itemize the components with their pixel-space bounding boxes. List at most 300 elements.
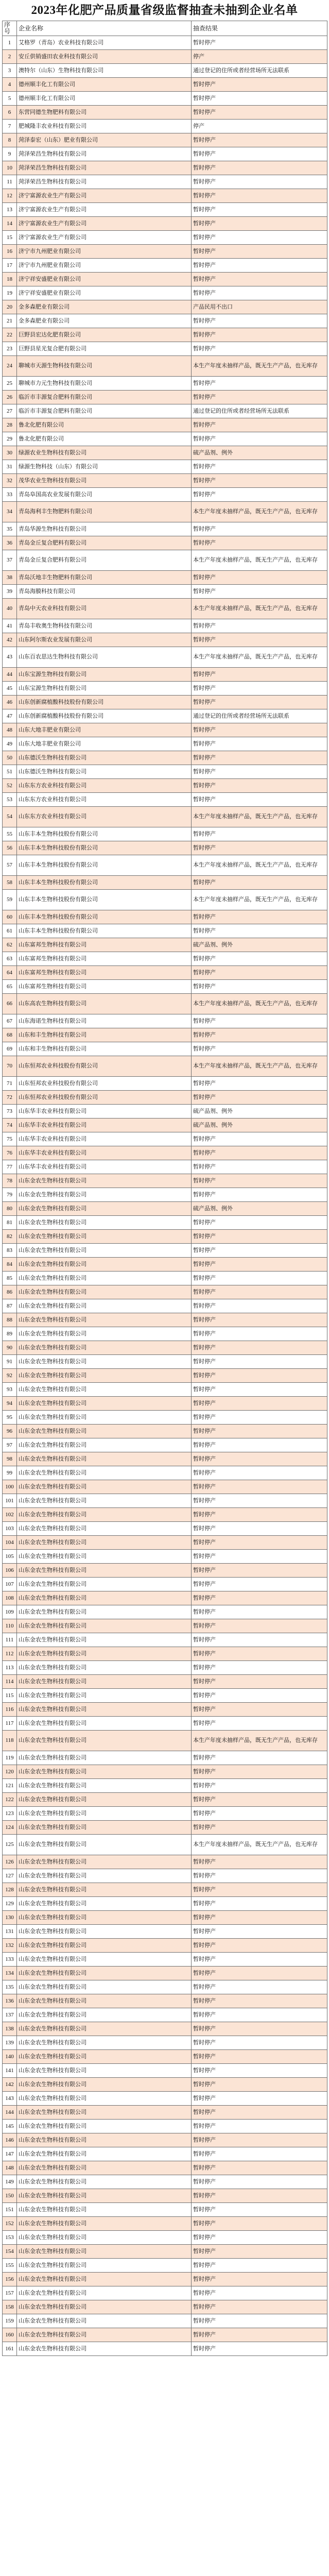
table-row bbox=[3, 807, 327, 827]
check-result-cell: 暂时停产 bbox=[192, 1751, 327, 1765]
company-name-cell: 济宁富源农业生产有限公司 bbox=[17, 203, 192, 217]
table-row bbox=[3, 460, 327, 474]
company-name-cell: 山东金农生物科技有限公司 bbox=[17, 1835, 192, 1855]
company-name-cell: 山东和丰生物科技有限公司 bbox=[17, 1042, 192, 1056]
table-row bbox=[3, 1091, 327, 1105]
check-result-cell: 暂时停产 bbox=[192, 841, 327, 855]
company-name-cell: 菏泽荣昌生物科技有限公司 bbox=[17, 175, 192, 189]
check-result-cell: 暂时停产 bbox=[192, 1258, 327, 1272]
serial-number-cell: 82 bbox=[3, 1230, 17, 1244]
serial-number-cell: 121 bbox=[3, 1779, 17, 1793]
company-name-cell: 山东宝源生物科技有限公司 bbox=[17, 668, 192, 682]
serial-number-cell: 43 bbox=[3, 647, 17, 668]
serial-number-cell: 10 bbox=[3, 161, 17, 175]
company-name-cell: 山东金农生物科技有限公司 bbox=[17, 1508, 192, 1522]
check-result-cell: 暂时停产 bbox=[192, 2008, 327, 2022]
company-name-cell: 山东金农生物科技有限公司 bbox=[17, 1967, 192, 1980]
check-result-cell: 暂时停产 bbox=[192, 342, 327, 356]
check-result-cell: 暂时停产 bbox=[192, 1779, 327, 1793]
serial-number-cell: 49 bbox=[3, 737, 17, 751]
serial-number-cell: 28 bbox=[3, 418, 17, 432]
serial-number-cell: 78 bbox=[3, 1174, 17, 1188]
serial-number-cell: 75 bbox=[3, 1132, 17, 1146]
check-result-cell: 暂时停产 bbox=[192, 1980, 327, 1994]
table-row bbox=[3, 1299, 327, 1313]
serial-number-cell: 25 bbox=[3, 377, 17, 391]
serial-number-cell: 100 bbox=[3, 1480, 17, 1494]
serial-number-cell: 110 bbox=[3, 1619, 17, 1633]
table-row bbox=[3, 1717, 327, 1731]
serial-number-cell: 126 bbox=[3, 1855, 17, 1869]
company-name-cell: 山东德沃生物科技有限公司 bbox=[17, 765, 192, 779]
company-name-cell: 山东金农生物科技有限公司 bbox=[17, 1383, 192, 1397]
serial-number-cell: 29 bbox=[3, 432, 17, 446]
company-name-cell: 山东金农生物科技有限公司 bbox=[17, 1550, 192, 1564]
check-result-cell: 暂时停产 bbox=[192, 1536, 327, 1550]
check-result-cell: 暂时停产 bbox=[192, 460, 327, 474]
company-name-cell: 山东金农生物科技有限公司 bbox=[17, 1466, 192, 1480]
serial-number-cell: 86 bbox=[3, 1285, 17, 1299]
company-name-cell: 山东阿尔斯农业发展有限公司 bbox=[17, 633, 192, 647]
serial-number-cell: 70 bbox=[3, 1056, 17, 1077]
company-name-cell: 青岛中天农业科技有限公司 bbox=[17, 599, 192, 619]
serial-number-cell: 92 bbox=[3, 1369, 17, 1383]
serial-number-cell: 77 bbox=[3, 1160, 17, 1174]
table-row bbox=[3, 1174, 327, 1188]
table-row bbox=[3, 404, 327, 418]
serial-number-cell: 37 bbox=[3, 550, 17, 571]
table-row bbox=[3, 2217, 327, 2231]
serial-number-cell: 85 bbox=[3, 1272, 17, 1285]
table-row bbox=[3, 1272, 327, 1285]
check-result-cell: 暂时停产 bbox=[192, 1605, 327, 1619]
table-row bbox=[3, 1883, 327, 1897]
check-result-cell: 暂时停产 bbox=[192, 314, 327, 328]
serial-number-cell: 137 bbox=[3, 2008, 17, 2022]
table-row bbox=[3, 2203, 327, 2217]
check-result-cell: 本生产年度未抽样产品，既无生产产品，也无库存 bbox=[192, 890, 327, 910]
company-name-cell: 山东金农生物科技有限公司 bbox=[17, 1731, 192, 1751]
table-row bbox=[3, 2328, 327, 2342]
serial-number-cell: 13 bbox=[3, 203, 17, 217]
company-name-cell: 巨野县星光复合肥有限公司 bbox=[17, 342, 192, 356]
company-name-cell: 山东金农生物科技有限公司 bbox=[17, 1578, 192, 1591]
table-row bbox=[3, 2161, 327, 2175]
check-result-cell: 暂时停产 bbox=[192, 78, 327, 92]
company-name-cell: 山东恒邦农业科技股份有限公司 bbox=[17, 1077, 192, 1091]
company-name-cell: 山东金农生物科技有限公司 bbox=[17, 1633, 192, 1647]
company-name-cell: 山东金农生物科技有限公司 bbox=[17, 1564, 192, 1578]
header-serial-number: 序号 bbox=[3, 21, 17, 36]
check-result-cell: 停产 bbox=[192, 120, 327, 133]
check-result-cell: 暂时停产 bbox=[192, 2217, 327, 2231]
serial-number-cell: 108 bbox=[3, 1591, 17, 1605]
serial-number-cell: 113 bbox=[3, 1661, 17, 1675]
serial-number-cell: 84 bbox=[3, 1258, 17, 1272]
company-name-cell: 鲁北化肥有限公司 bbox=[17, 432, 192, 446]
check-result-cell: 硫产品剂、例外 bbox=[192, 1105, 327, 1118]
serial-number-cell: 154 bbox=[3, 2245, 17, 2259]
serial-number-cell: 71 bbox=[3, 1077, 17, 1091]
company-name-cell: 青岛沃地丰生物肥料有限公司 bbox=[17, 571, 192, 585]
table-row bbox=[3, 328, 327, 342]
check-result-cell: 暂时停产 bbox=[192, 1188, 327, 1202]
company-name-cell: 山东金农生物科技有限公司 bbox=[17, 2203, 192, 2217]
serial-number-cell: 48 bbox=[3, 723, 17, 737]
company-name-cell: 绿源生物科技（山东）有限公司 bbox=[17, 460, 192, 474]
check-result-cell: 暂时停产 bbox=[192, 1765, 327, 1779]
serial-number-cell: 8 bbox=[3, 133, 17, 147]
company-name-cell: 山东华丰农业科技有限公司 bbox=[17, 1146, 192, 1160]
check-result-cell: 暂时停产 bbox=[192, 793, 327, 807]
header-check-result: 抽查结果 bbox=[192, 21, 327, 36]
company-name-cell: 山东金农生物科技有限公司 bbox=[17, 1869, 192, 1883]
check-result-cell: 暂时停产 bbox=[192, 1327, 327, 1341]
table-row bbox=[3, 2273, 327, 2286]
serial-number-cell: 35 bbox=[3, 522, 17, 536]
serial-number-cell: 120 bbox=[3, 1765, 17, 1779]
check-result-cell: 暂时停产 bbox=[192, 1383, 327, 1397]
table-row bbox=[3, 1056, 327, 1077]
serial-number-cell: 131 bbox=[3, 1925, 17, 1939]
company-name-cell: 山东恒邦农业科技股份有限公司 bbox=[17, 1091, 192, 1105]
company-name-cell: 青岛丰收奥生物科技有限公司 bbox=[17, 619, 192, 633]
table-row bbox=[3, 1703, 327, 1717]
check-result-cell: 硫产品剂、例外 bbox=[192, 1118, 327, 1132]
table-row bbox=[3, 938, 327, 952]
table-row bbox=[3, 300, 327, 314]
check-result-cell: 暂时停产 bbox=[192, 1883, 327, 1897]
check-result-cell: 暂时停产 bbox=[192, 751, 327, 765]
serial-number-cell: 91 bbox=[3, 1355, 17, 1369]
check-result-cell: 暂时停产 bbox=[192, 765, 327, 779]
serial-number-cell: 95 bbox=[3, 1411, 17, 1425]
serial-number-cell: 16 bbox=[3, 245, 17, 259]
check-result-cell: 暂时停产 bbox=[192, 1077, 327, 1091]
company-name-cell: 山东金农生物科技有限公司 bbox=[17, 2050, 192, 2064]
company-name-cell: 山东金农生物科技有限公司 bbox=[17, 1939, 192, 1953]
table-row bbox=[3, 1369, 327, 1383]
company-name-cell: 山东金农生物科技有限公司 bbox=[17, 2231, 192, 2245]
serial-number-cell: 88 bbox=[3, 1313, 17, 1327]
check-result-cell: 暂时停产 bbox=[192, 682, 327, 696]
check-result-cell: 暂时停产 bbox=[192, 328, 327, 342]
serial-number-cell: 109 bbox=[3, 1605, 17, 1619]
table-row bbox=[3, 1014, 327, 1028]
check-result-cell: 暂时停产 bbox=[192, 1967, 327, 1980]
company-name-cell: 山东金农生物科技有限公司 bbox=[17, 1689, 192, 1703]
check-result-cell: 本生产年度未抽样产品，既无生产产品，也无库存 bbox=[192, 855, 327, 876]
table-row bbox=[3, 876, 327, 890]
table-row bbox=[3, 1980, 327, 1994]
table-row bbox=[3, 571, 327, 585]
company-name-cell: 山东金农生物科技有限公司 bbox=[17, 2133, 192, 2147]
check-result-cell: 暂时停产 bbox=[192, 696, 327, 709]
check-result-cell: 暂时停产 bbox=[192, 217, 327, 231]
table-row bbox=[3, 1230, 327, 1244]
serial-number-cell: 152 bbox=[3, 2217, 17, 2231]
check-result-cell: 本生产年度未抽样产品，既无生产产品，也无库存 bbox=[192, 550, 327, 571]
table-row bbox=[3, 1383, 327, 1397]
check-result-cell: 本生产年度未抽样产品，既无生产产品，也无库存 bbox=[192, 647, 327, 668]
serial-number-cell: 83 bbox=[3, 1244, 17, 1258]
check-result-cell: 暂时停产 bbox=[192, 1717, 327, 1731]
serial-number-cell: 38 bbox=[3, 571, 17, 585]
table-row bbox=[3, 286, 327, 300]
company-name-cell: 山东金农生物科技有限公司 bbox=[17, 2328, 192, 2342]
table-row bbox=[3, 245, 327, 259]
serial-number-cell: 101 bbox=[3, 1494, 17, 1508]
company-name-cell: 金多森肥业有限公司 bbox=[17, 314, 192, 328]
check-result-cell: 暂时停产 bbox=[192, 1793, 327, 1807]
serial-number-cell: 36 bbox=[3, 536, 17, 550]
serial-number-cell: 147 bbox=[3, 2147, 17, 2161]
check-result-cell: 暂时停产 bbox=[192, 924, 327, 938]
check-result-cell: 暂时停产 bbox=[192, 1939, 327, 1953]
serial-number-cell: 111 bbox=[3, 1633, 17, 1647]
company-name-cell: 山东高农生物科技有限公司 bbox=[17, 994, 192, 1014]
check-result-cell: 暂时停产 bbox=[192, 1466, 327, 1480]
serial-number-cell: 96 bbox=[3, 1425, 17, 1438]
check-result-cell: 暂时停产 bbox=[192, 571, 327, 585]
check-result-cell: 暂时停产 bbox=[192, 2273, 327, 2286]
table-row bbox=[3, 1188, 327, 1202]
serial-number-cell: 17 bbox=[3, 259, 17, 273]
table-row bbox=[3, 502, 327, 522]
check-result-cell: 暂时停产 bbox=[192, 1953, 327, 1967]
check-result-cell: 暂时停产 bbox=[192, 1633, 327, 1647]
serial-number-cell: 155 bbox=[3, 2259, 17, 2273]
check-result-cell: 暂时停产 bbox=[192, 779, 327, 793]
company-name-cell: 山东金农生物科技有限公司 bbox=[17, 1661, 192, 1675]
check-result-cell: 暂时停产 bbox=[192, 1397, 327, 1411]
table-row bbox=[3, 2050, 327, 2064]
table-row bbox=[3, 1605, 327, 1619]
table-row bbox=[3, 779, 327, 793]
table-row bbox=[3, 1967, 327, 1980]
company-name-cell: 济宁富源农业生产有限公司 bbox=[17, 217, 192, 231]
table-row bbox=[3, 147, 327, 161]
serial-number-cell: 139 bbox=[3, 2036, 17, 2050]
table-row bbox=[3, 1953, 327, 1967]
company-name-cell: 山东丰本生物科技股份有限公司 bbox=[17, 910, 192, 924]
table-row bbox=[3, 377, 327, 391]
serial-number-cell: 130 bbox=[3, 1911, 17, 1925]
check-result-cell: 本生产年度未抽样产品，既无生产产品，也无库存 bbox=[192, 356, 327, 377]
serial-number-cell: 150 bbox=[3, 2189, 17, 2203]
table-row bbox=[3, 203, 327, 217]
check-result-cell: 暂时停产 bbox=[192, 2231, 327, 2245]
table-row bbox=[3, 1466, 327, 1480]
table-row bbox=[3, 619, 327, 633]
serial-number-cell: 129 bbox=[3, 1897, 17, 1911]
serial-number-cell: 65 bbox=[3, 980, 17, 994]
check-result-cell: 暂时停产 bbox=[192, 1855, 327, 1869]
check-result-cell: 本生产年度未抽样产品，既无生产产品，也无库存 bbox=[192, 994, 327, 1014]
serial-number-cell: 18 bbox=[3, 273, 17, 286]
serial-number-cell: 99 bbox=[3, 1466, 17, 1480]
table-row bbox=[3, 342, 327, 356]
table-row bbox=[3, 765, 327, 779]
company-name-cell: 艾格罗（青岛）农业科技有限公司 bbox=[17, 36, 192, 50]
table-row bbox=[3, 1522, 327, 1536]
company-name-cell: 山东金农生物科技有限公司 bbox=[17, 1188, 192, 1202]
table-row bbox=[3, 161, 327, 175]
table-row bbox=[3, 1042, 327, 1056]
check-result-cell: 暂时停产 bbox=[192, 2106, 327, 2120]
table-row bbox=[3, 273, 327, 286]
table-row bbox=[3, 668, 327, 682]
serial-number-cell: 61 bbox=[3, 924, 17, 938]
table-row bbox=[3, 2175, 327, 2189]
table-row bbox=[3, 2286, 327, 2300]
serial-number-cell: 50 bbox=[3, 751, 17, 765]
company-name-cell: 济宁富源农业生产有限公司 bbox=[17, 231, 192, 245]
company-name-cell: 山东金农生物科技有限公司 bbox=[17, 1821, 192, 1835]
company-name-cell: 山东金农生物科技有限公司 bbox=[17, 1717, 192, 1731]
serial-number-cell: 94 bbox=[3, 1397, 17, 1411]
table-row bbox=[3, 2147, 327, 2161]
check-result-cell: 暂时停产 bbox=[192, 418, 327, 432]
check-result-cell: 暂时停产 bbox=[192, 737, 327, 751]
company-name-cell: 山东丰本生物科技股份有限公司 bbox=[17, 841, 192, 855]
check-result-cell: 通过登记的住所或者经营场所无法联系 bbox=[192, 709, 327, 723]
table-row bbox=[3, 1550, 327, 1564]
serial-number-cell: 98 bbox=[3, 1452, 17, 1466]
serial-number-cell: 145 bbox=[3, 2120, 17, 2133]
table-row bbox=[3, 2106, 327, 2120]
check-result-cell: 暂时停产 bbox=[192, 1807, 327, 1821]
company-name-cell: 山东华丰农业科技有限公司 bbox=[17, 1132, 192, 1146]
serial-number-cell: 15 bbox=[3, 231, 17, 245]
company-name-cell: 山东金农生物科技有限公司 bbox=[17, 1897, 192, 1911]
check-result-cell: 暂时停产 bbox=[192, 1244, 327, 1258]
company-name-cell: 山东金农生物科技有限公司 bbox=[17, 2286, 192, 2300]
check-result-cell: 暂时停产 bbox=[192, 2300, 327, 2314]
serial-number-cell: 157 bbox=[3, 2286, 17, 2300]
serial-number-cell: 160 bbox=[3, 2328, 17, 2342]
check-result-cell: 暂时停产 bbox=[192, 1508, 327, 1522]
serial-number-cell: 103 bbox=[3, 1522, 17, 1536]
serial-number-cell: 133 bbox=[3, 1953, 17, 1967]
company-name-cell: 青岛阜国高农业发展有限公司 bbox=[17, 488, 192, 502]
check-result-cell: 暂时停产 bbox=[192, 1564, 327, 1578]
table-body bbox=[3, 36, 327, 2356]
company-name-cell: 山东金农生物科技有限公司 bbox=[17, 1953, 192, 1967]
check-result-cell: 暂时停产 bbox=[192, 1897, 327, 1911]
check-result-cell: 暂时停产 bbox=[192, 286, 327, 300]
company-name-cell: 山东金农生物科技有限公司 bbox=[17, 2314, 192, 2328]
serial-number-cell: 54 bbox=[3, 807, 17, 827]
company-name-cell: 山东金农生物科技有限公司 bbox=[17, 1411, 192, 1425]
company-name-cell: 山东金农生物科技有限公司 bbox=[17, 2161, 192, 2175]
serial-number-cell: 34 bbox=[3, 502, 17, 522]
table-row bbox=[3, 1591, 327, 1605]
check-result-cell: 暂时停产 bbox=[192, 1994, 327, 2008]
serial-number-cell: 117 bbox=[3, 1717, 17, 1731]
check-result-cell: 暂时停产 bbox=[192, 2245, 327, 2259]
check-result-cell: 暂时停产 bbox=[192, 1494, 327, 1508]
table-row bbox=[3, 1216, 327, 1230]
check-result-cell: 暂时停产 bbox=[192, 2092, 327, 2106]
table-row bbox=[3, 1675, 327, 1689]
table-row bbox=[3, 2092, 327, 2106]
table-row bbox=[3, 1452, 327, 1466]
check-result-cell: 通过登记的住所或者经营场所无法联系 bbox=[192, 64, 327, 78]
company-name-cell: 山东德沃生物科技有限公司 bbox=[17, 751, 192, 765]
check-result-cell: 暂时停产 bbox=[192, 175, 327, 189]
table-row bbox=[3, 599, 327, 619]
serial-number-cell: 41 bbox=[3, 619, 17, 633]
table-header-row bbox=[3, 21, 327, 36]
serial-number-cell: 140 bbox=[3, 2050, 17, 2064]
serial-number-cell: 23 bbox=[3, 342, 17, 356]
table-row bbox=[3, 1202, 327, 1216]
serial-number-cell: 124 bbox=[3, 1821, 17, 1835]
check-result-cell: 暂时停产 bbox=[192, 1285, 327, 1299]
table-row bbox=[3, 1751, 327, 1765]
check-result-cell: 暂时停产 bbox=[192, 1821, 327, 1835]
company-name-cell: 山东百农思达生物科技有限公司 bbox=[17, 647, 192, 668]
table-row bbox=[3, 259, 327, 273]
table-row bbox=[3, 217, 327, 231]
table-row bbox=[3, 2245, 327, 2259]
table-row bbox=[3, 709, 327, 723]
company-name-cell: 山东金农生物科技有限公司 bbox=[17, 1751, 192, 1765]
check-result-cell: 暂时停产 bbox=[192, 1216, 327, 1230]
serial-number-cell: 119 bbox=[3, 1751, 17, 1765]
serial-number-cell: 1 bbox=[3, 36, 17, 50]
check-result-cell: 产品民用不出口 bbox=[192, 300, 327, 314]
serial-number-cell: 136 bbox=[3, 1994, 17, 2008]
company-name-cell: 青岛金丘复合肥料有限公司 bbox=[17, 536, 192, 550]
table-row bbox=[3, 488, 327, 502]
check-result-cell: 暂时停产 bbox=[192, 133, 327, 147]
company-name-cell: 山东金农生物科技有限公司 bbox=[17, 1313, 192, 1327]
company-name-cell: 临沂市丰源复合肥料有限公司 bbox=[17, 391, 192, 404]
serial-number-cell: 156 bbox=[3, 2273, 17, 2286]
company-name-cell: 山东金农生物科技有限公司 bbox=[17, 2273, 192, 2286]
table-row bbox=[3, 723, 327, 737]
company-name-cell: 山东金农生物科技有限公司 bbox=[17, 2106, 192, 2120]
serial-number-cell: 80 bbox=[3, 1202, 17, 1216]
company-name-cell: 聊城市力元生物科技有限公司 bbox=[17, 377, 192, 391]
check-result-cell: 暂时停产 bbox=[192, 723, 327, 737]
serial-number-cell: 116 bbox=[3, 1703, 17, 1717]
company-name-cell: 山东金农生物科技有限公司 bbox=[17, 2092, 192, 2106]
check-result-cell: 暂时停产 bbox=[192, 391, 327, 404]
company-name-cell: 山东金农生物科技有限公司 bbox=[17, 2245, 192, 2259]
serial-number-cell: 46 bbox=[3, 696, 17, 709]
table-row bbox=[3, 2036, 327, 2050]
company-name-cell: 山东金农生物科技有限公司 bbox=[17, 2147, 192, 2161]
company-name-cell: 山东金农生物科技有限公司 bbox=[17, 2175, 192, 2189]
check-result-cell: 本生产年度未抽样产品，既无生产产品，也无库存 bbox=[192, 1835, 327, 1855]
company-name-cell: 金多森肥业有限公司 bbox=[17, 300, 192, 314]
check-result-cell: 暂时停产 bbox=[192, 1675, 327, 1689]
check-result-cell: 暂时停产 bbox=[192, 2203, 327, 2217]
table-row bbox=[3, 175, 327, 189]
table-row bbox=[3, 133, 327, 147]
serial-number-cell: 79 bbox=[3, 1188, 17, 1202]
serial-number-cell: 53 bbox=[3, 793, 17, 807]
serial-number-cell: 72 bbox=[3, 1091, 17, 1105]
company-name-cell: 山东金农生物科技有限公司 bbox=[17, 1619, 192, 1633]
table-row bbox=[3, 189, 327, 203]
serial-number-cell: 93 bbox=[3, 1383, 17, 1397]
table-row bbox=[3, 446, 327, 460]
check-result-cell: 暂时停产 bbox=[192, 1591, 327, 1605]
